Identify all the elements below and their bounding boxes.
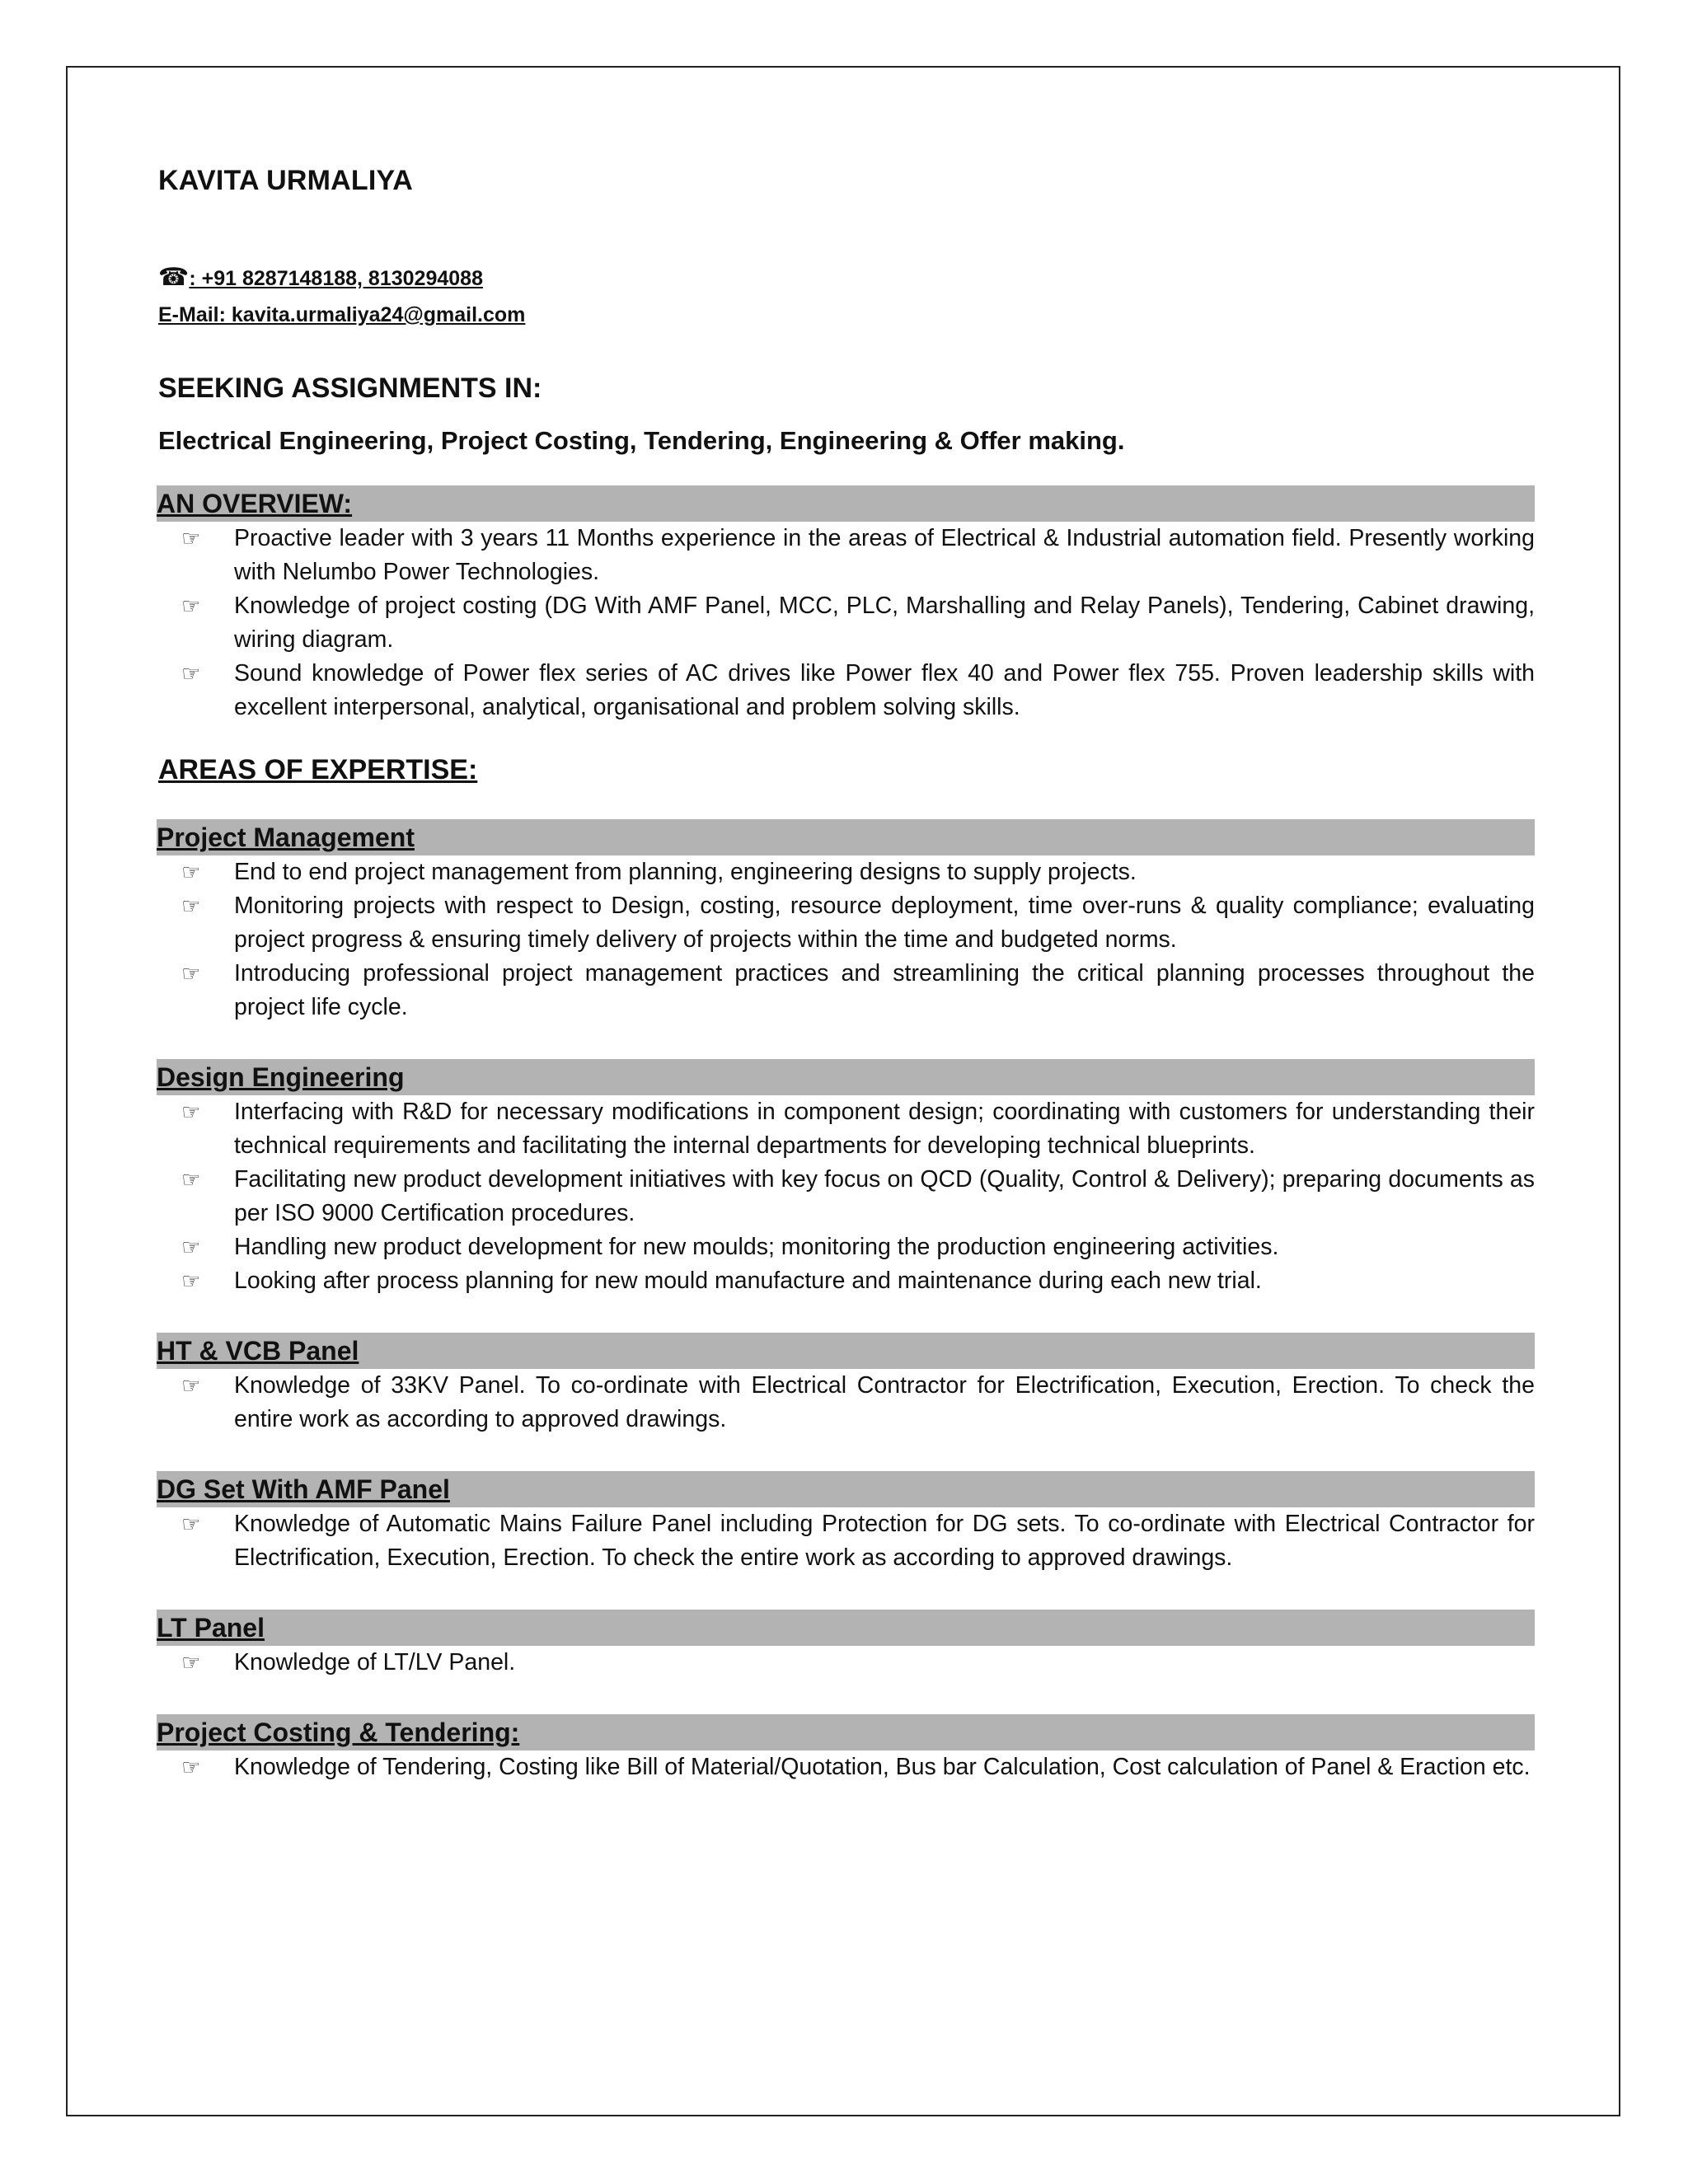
hand-pointer-icon: ☞ xyxy=(181,1167,201,1192)
seeking-text: Electrical Engineering, Project Costing, Tendering, Engineering & Offer making. xyxy=(158,426,1125,455)
list-item: ☞ Interfacing with R&D for necessary modifications in component design; coordinating with customers for understanding their technical requirements and facilitating the internal departments for developing technical blueprints. xyxy=(158,1095,1535,1163)
list-item: ☞ End to end project management from planning, engineering designs to supply projects. xyxy=(158,855,1535,889)
list-item: ☞ Handling new product development for new moulds; monitoring the production engineering activities. xyxy=(158,1230,1535,1264)
hand-pointer-icon: ☞ xyxy=(181,593,201,618)
hand-pointer-icon: ☞ xyxy=(181,1755,201,1779)
hand-pointer-icon: ☞ xyxy=(181,1373,201,1398)
hand-pointer-icon: ☞ xyxy=(181,1099,201,1124)
email-link[interactable]: E-Mail: kavita.urmaliya24@gmail.com xyxy=(158,303,526,326)
project-management-list xyxy=(158,855,1535,1024)
section-heading-lt-panel: LT Panel xyxy=(157,1610,1535,1646)
list-item: ☞ Monitoring projects with respect to Design, costing, resource deployment, time over-runs & quality compliance; evaluating project progress & ensuring timely delivery of projects within the time and budgeted norms. xyxy=(158,889,1535,957)
seeking-title: SEEKING ASSIGNMENTS IN: xyxy=(158,373,542,404)
project-costing-tendering-list xyxy=(158,1750,1535,1784)
phone-numbers: : +91 8287148188, 8130294088 xyxy=(189,267,483,290)
lt-panel-list xyxy=(158,1646,1535,1680)
list-item: ☞ Sound knowledge of Power flex series of AC drives like Power flex 40 and Power flex 755. Proven leadership skills with excellent interpersonal, analytical, organisational and problem solving skills. xyxy=(158,657,1535,724)
section-heading-project-costing-tendering: Project Costing & Tendering: xyxy=(157,1714,1535,1750)
section-heading-dg-set-amf-panel: DG Set With AMF Panel xyxy=(157,1471,1535,1507)
hand-pointer-icon: ☞ xyxy=(181,1235,201,1259)
overview-list xyxy=(158,522,1535,724)
candidate-name: KAVITA URMALIYA xyxy=(158,165,413,196)
dg-set-amf-panel-list xyxy=(158,1507,1535,1575)
hand-pointer-icon: ☞ xyxy=(181,1511,201,1536)
list-item: ☞ Proactive leader with 3 years 11 Months experience in the areas of Electrical & Industrial automation field. Presently working with Nelumbo Power Technologies. xyxy=(158,522,1535,589)
list-item: ☞ Knowledge of Tendering, Costing like Bill of Material/Quotation, Bus bar Calculation, Cost calculation of Panel & Eraction etc. xyxy=(158,1750,1535,1784)
design-engineering-list xyxy=(158,1095,1535,1298)
resume-content xyxy=(158,165,1535,1784)
section-heading-project-management: Project Management xyxy=(157,819,1535,855)
expertise-heading: AREAS OF EXPERTISE: xyxy=(158,754,478,785)
hand-pointer-icon: ☞ xyxy=(181,860,201,884)
overview-heading: AN OVERVIEW: xyxy=(157,485,1535,522)
list-item: ☞ Facilitating new product development initiatives with key focus on QCD (Quality, Control & Delivery); preparing documents as per ISO 9000 Certification procedures. xyxy=(158,1163,1535,1230)
list-item: ☞ Knowledge of Automatic Mains Failure Panel including Protection for DG sets. To co-ordinate with Electrical Contractor for Electrification, Execution, Erection. To check the entire work as according to approved drawings. xyxy=(158,1507,1535,1575)
hand-pointer-icon: ☞ xyxy=(181,526,201,551)
section-heading-ht-vcb-panel: HT & VCB Panel xyxy=(157,1333,1535,1369)
ht-vcb-panel-list xyxy=(158,1369,1535,1436)
list-item: ☞ Knowledge of LT/LV Panel. xyxy=(158,1646,1535,1680)
list-item: ☞ Looking after process planning for new mould manufacture and maintenance during each new trial. xyxy=(158,1264,1535,1298)
hand-pointer-icon: ☞ xyxy=(181,893,201,918)
section-heading-design-engineering: Design Engineering xyxy=(157,1059,1535,1095)
hand-pointer-icon: ☞ xyxy=(181,661,201,686)
phone-line[interactable] xyxy=(158,260,1535,297)
hand-pointer-icon: ☞ xyxy=(181,1268,201,1293)
telephone-icon: ☎ xyxy=(158,264,190,291)
hand-pointer-icon: ☞ xyxy=(181,1650,201,1675)
list-item: ☞ Knowledge of project costing (DG With AMF Panel, MCC, PLC, Marshalling and Relay Panels), Tendering, Cabinet drawing, wiring diagram. xyxy=(158,589,1535,657)
list-item: ☞ Introducing professional project management practices and streamlining the critical planning processes throughout the project life cycle. xyxy=(158,957,1535,1024)
list-item: ☞ Knowledge of 33KV Panel. To co-ordinate with Electrical Contractor for Electrification, Execution, Erection. To check the entire work as according to approved drawings. xyxy=(158,1369,1535,1436)
hand-pointer-icon: ☞ xyxy=(181,961,201,986)
